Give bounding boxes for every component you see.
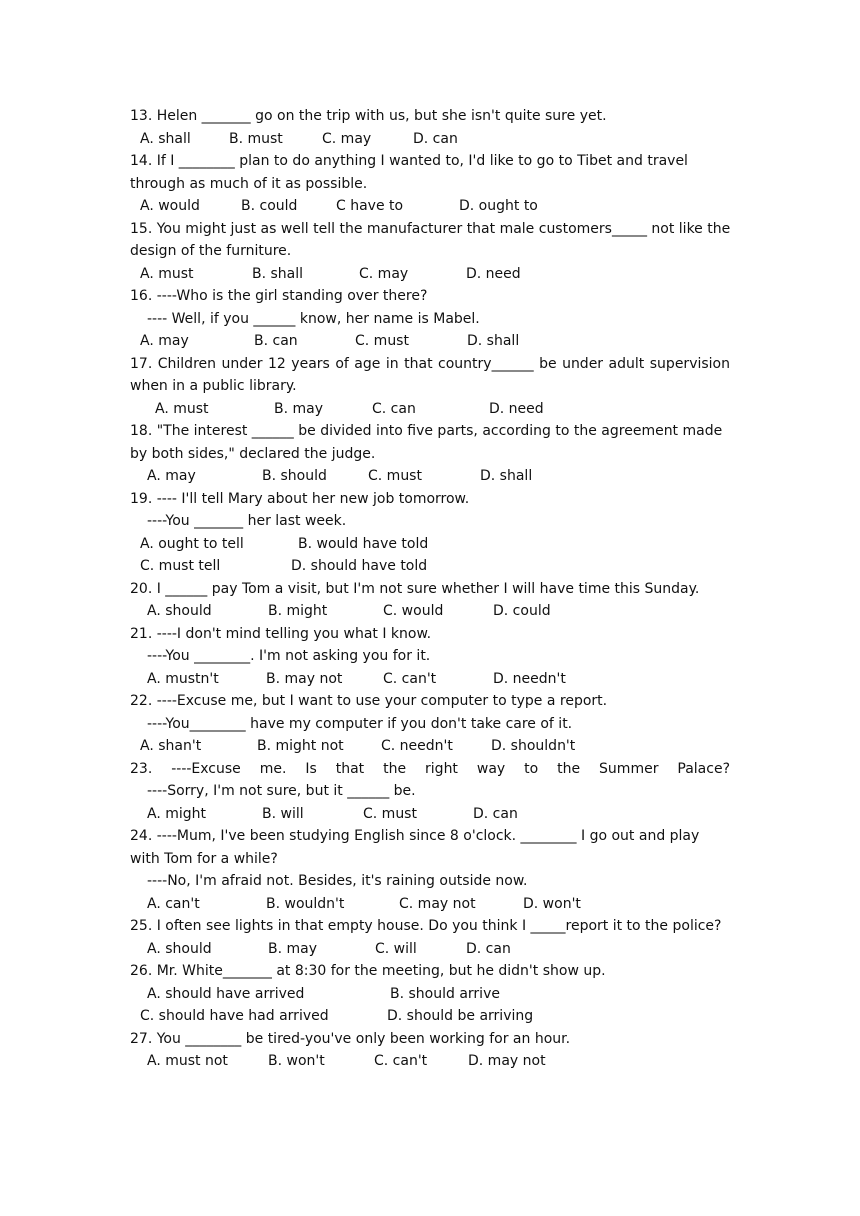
answer-option[interactable]: C. can't: [374, 1053, 428, 1069]
answer-option[interactable]: B. must: [229, 130, 283, 147]
answer-option[interactable]: B. will: [262, 805, 304, 822]
answer-option[interactable]: D. shouldn't: [491, 738, 576, 754]
answer-option[interactable]: A. should have arrived: [147, 985, 305, 1002]
answer-option[interactable]: D. shall: [480, 468, 533, 484]
answer-option[interactable]: C. must: [368, 468, 422, 484]
question-line: 21. ----I don't mind telling you what I know.: [130, 625, 432, 642]
question-line: 18. "The interest ______ be divided into five parts, according to the agreement made: [130, 423, 723, 439]
answer-option[interactable]: D. should have told: [291, 558, 428, 574]
answer-option[interactable]: B. may: [268, 940, 318, 957]
answer-option[interactable]: D. may not: [468, 1053, 546, 1069]
answer-option[interactable]: D. could: [493, 603, 551, 619]
question-line: when in a public library.: [130, 378, 297, 394]
question-line: 19. ---- I'll tell Mary about her new job tomorrow.: [130, 490, 470, 507]
question-line: 15. You might just as well tell the manufacturer that male customers_____ not like the: [130, 220, 731, 237]
answer-option[interactable]: C. may: [359, 265, 409, 282]
answer-option[interactable]: A. shan't: [140, 738, 202, 754]
answer-option[interactable]: D. shall: [467, 333, 520, 349]
answer-option[interactable]: A. might: [147, 805, 207, 822]
answer-option[interactable]: A. mustn't: [147, 670, 219, 687]
answer-option[interactable]: A. should: [147, 603, 212, 619]
answer-option[interactable]: D. can: [413, 130, 458, 147]
answer-option[interactable]: A. should: [147, 940, 212, 957]
answer-option[interactable]: A. would: [140, 198, 200, 214]
question-line: design of the furniture.: [130, 243, 292, 259]
question-line: through as much of it as possible.: [130, 175, 368, 192]
answer-option[interactable]: B. may not: [266, 670, 343, 687]
question-line: 22. ----Excuse me, but I want to use your computer to type a report.: [130, 693, 608, 709]
answer-option[interactable]: B. wouldn't: [266, 895, 345, 912]
answer-option[interactable]: B. won't: [268, 1053, 325, 1069]
answer-option[interactable]: C. may: [322, 130, 372, 147]
question-line: 26. Mr. White_______ at 8:30 for the meeting, but he didn't show up.: [130, 963, 606, 979]
answer-option[interactable]: A. must not: [147, 1053, 228, 1069]
answer-option[interactable]: A. must: [155, 400, 209, 417]
answer-option[interactable]: B. could: [241, 198, 298, 214]
question-line: 25. I often see lights in that empty house. Do you think I _____report it to the police?: [130, 918, 722, 934]
question-line: 24. ----Mum, I've been studying English since 8 o'clock. ________ I go out and play: [130, 828, 700, 844]
answer-option[interactable]: C. may not: [399, 895, 476, 912]
question-line: 20. I ______ pay Tom a visit, but I'm not sure whether I will have time this Sunday.: [130, 580, 700, 597]
answer-option[interactable]: C. must: [355, 333, 409, 349]
question-line: 14. If I ________ plan to do anything I wanted to, I'd like to go to Tibet and travel: [130, 153, 688, 169]
answer-option[interactable]: C. must tell: [140, 558, 221, 574]
question-line: ----No, I'm afraid not. Besides, it's raining outside now.: [147, 873, 528, 889]
question-line: 27. You ________ be tired-you've only been working for an hour.: [130, 1030, 571, 1047]
answer-option[interactable]: D. need: [466, 265, 521, 282]
answer-option[interactable]: B. should: [262, 468, 327, 484]
answer-option[interactable]: B. might: [268, 603, 328, 619]
question-line: ----You _______ her last week.: [147, 513, 347, 529]
answer-option[interactable]: C. needn't: [381, 738, 453, 754]
answer-option[interactable]: C. should have had arrived: [140, 1008, 329, 1024]
answer-option[interactable]: D. can: [466, 940, 511, 957]
question-line: 17. Children under 12 years of age in that country______ be under adult supervision: [130, 355, 730, 372]
question-line: 23. ----Excuse me. Is that the right way to the Summer Palace?: [130, 760, 730, 777]
question-line: ----You________ have my computer if you don't take care of it.: [147, 715, 573, 732]
answer-option[interactable]: D. needn't: [493, 670, 566, 687]
answer-option[interactable]: D. can: [473, 805, 518, 822]
answer-option[interactable]: B. may: [274, 400, 324, 417]
answer-option[interactable]: B. would have told: [298, 535, 429, 552]
answer-option[interactable]: D. won't: [523, 895, 581, 912]
answer-option[interactable]: C have to: [336, 198, 404, 214]
answer-option[interactable]: C. will: [375, 940, 417, 957]
answer-option[interactable]: C. would: [383, 603, 444, 619]
question-line: ----Sorry, I'm not sure, but it ______ be.: [147, 783, 416, 799]
question-line: 13. Helen _______ go on the trip with us, but she isn't quite sure yet.: [130, 108, 607, 124]
answer-option[interactable]: D. ought to: [459, 198, 538, 214]
answer-option[interactable]: C. can: [372, 400, 416, 417]
answer-option[interactable]: B. can: [254, 333, 298, 349]
answer-option[interactable]: D. need: [489, 400, 544, 417]
answer-option[interactable]: A. shall: [140, 130, 191, 147]
answer-option[interactable]: A. may: [147, 468, 196, 484]
answer-option[interactable]: C. must: [363, 805, 417, 822]
answer-option[interactable]: B. shall: [252, 265, 304, 282]
answer-option[interactable]: A. may: [140, 333, 189, 349]
question-line: by both sides," declared the judge.: [130, 445, 376, 462]
question-line: ---- Well, if you ______ know, her name is Mabel.: [147, 310, 480, 327]
answer-option[interactable]: A. can't: [147, 895, 200, 912]
answer-option[interactable]: B. should arrive: [390, 985, 500, 1002]
answer-option[interactable]: D. should be arriving: [387, 1008, 534, 1024]
question-line: ----You ________. I'm not asking you for it.: [147, 648, 431, 664]
answer-option[interactable]: A. must: [140, 265, 194, 282]
answer-option[interactable]: C. can't: [383, 670, 437, 687]
answer-option[interactable]: B. might not: [257, 738, 344, 754]
question-line: 16. ----Who is the girl standing over there?: [130, 288, 428, 304]
question-line: with Tom for a while?: [130, 850, 278, 867]
answer-option[interactable]: A. ought to tell: [140, 535, 244, 552]
